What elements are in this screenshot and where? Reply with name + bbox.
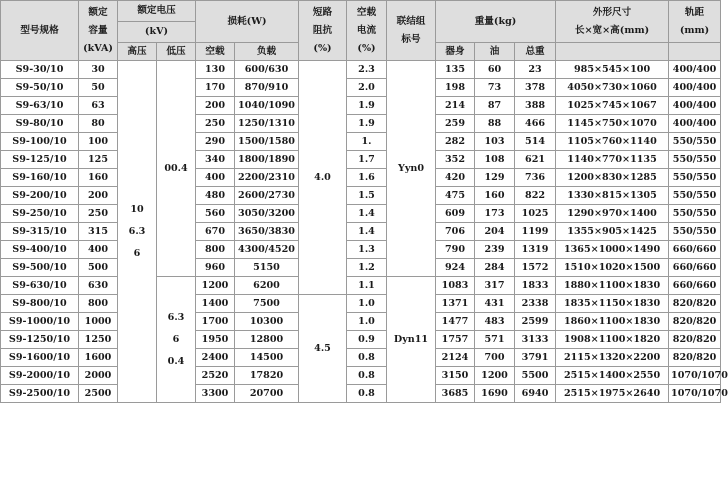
gauge-cell: 550/550 [669,151,721,169]
capacity-cell: 400 [79,241,118,259]
dimensions-cell: 1355×905×1425 [556,223,669,241]
gauge-cell: 400/400 [669,79,721,97]
oil-weight-cell: 1200 [475,367,515,385]
noload-current-cell: 1.0 [347,313,387,331]
noload-loss-cell: 1200 [196,277,235,295]
load-loss-cell: 3650/3830 [235,223,299,241]
gauge-cell: 550/550 [669,169,721,187]
capacity-cell: 315 [79,223,118,241]
gauge-cell: 400/400 [669,97,721,115]
oil-weight-cell: 317 [475,277,515,295]
load-loss-cell: 870/910 [235,79,299,97]
dimensions-cell: 1835×1150×1830 [556,295,669,313]
body-weight-cell: 135 [436,61,475,79]
model-cell: S9-800/10 [1,295,79,313]
noload-current-cell: 1.4 [347,205,387,223]
table-row [1,61,721,79]
noload-loss-cell: 340 [196,151,235,169]
noload-current-cell: 0.9 [347,331,387,349]
noload-current-cell: 2.0 [347,79,387,97]
model-cell: S9-630/10 [1,277,79,295]
capacity-cell: 1250 [79,331,118,349]
noload-current-cell: 0.8 [347,349,387,367]
header-loss: 损耗(W) [196,1,299,43]
body-weight-cell: 3685 [436,385,475,403]
table-row [1,259,721,277]
body-weight-cell: 420 [436,169,475,187]
table-row [1,205,721,223]
header-hv: 高压 [118,43,157,61]
header-load-loss: 负载 [235,43,299,61]
gauge-cell: 660/660 [669,277,721,295]
gauge-cell: 550/550 [669,205,721,223]
capacity-cell: 160 [79,169,118,187]
noload-loss-cell: 1700 [196,313,235,331]
capacity-cell: 2000 [79,367,118,385]
gauge-cell: 820/820 [669,313,721,331]
oil-weight-cell: 73 [475,79,515,97]
total-weight-cell: 3791 [515,349,556,367]
total-weight-cell: 2599 [515,313,556,331]
load-loss-cell: 14500 [235,349,299,367]
gauge-cell: 660/660 [669,241,721,259]
gauge-cell: 1070/1070 [669,385,721,403]
total-weight-cell: 1199 [515,223,556,241]
gauge-cell: 550/550 [669,133,721,151]
dimensions-cell: 4050×730×1060 [556,79,669,97]
noload-loss-cell: 960 [196,259,235,277]
dimensions-cell: 1145×750×1070 [556,115,669,133]
total-weight-cell: 466 [515,115,556,133]
oil-weight-cell: 108 [475,151,515,169]
dimensions-cell: 1860×1100×1830 [556,313,669,331]
noload-loss-cell: 2400 [196,349,235,367]
model-cell: S9-125/10 [1,151,79,169]
load-loss-cell: 1500/1580 [235,133,299,151]
model-cell: S9-200/10 [1,187,79,205]
gauge-cell: 1070/1070 [669,367,721,385]
model-cell: S9-315/10 [1,223,79,241]
noload-current-cell: 1.4 [347,223,387,241]
table-row [1,295,721,313]
hv-voltage-cell: 10 6.3 6 [118,61,157,403]
noload-current-cell: 0.8 [347,367,387,385]
dimensions-cell: 1908×1100×1820 [556,331,669,349]
total-weight-cell: 514 [515,133,556,151]
total-weight-cell: 822 [515,187,556,205]
noload-loss-cell: 3300 [196,385,235,403]
header-total-weight: 总重 [515,43,556,61]
capacity-cell: 2500 [79,385,118,403]
impedance-cell: 4.0 [299,61,347,295]
model-cell: S9-2000/10 [1,367,79,385]
load-loss-cell: 12800 [235,331,299,349]
total-weight-cell: 5500 [515,367,556,385]
model-cell: S9-100/10 [1,133,79,151]
oil-weight-cell: 1690 [475,385,515,403]
oil-weight-cell: 103 [475,133,515,151]
header-dimensions: 外形尺寸 长×宽×高(mm) [556,1,669,43]
noload-loss-cell: 400 [196,169,235,187]
total-weight-cell: 3133 [515,331,556,349]
noload-loss-cell: 800 [196,241,235,259]
model-cell: S9-160/10 [1,169,79,187]
noload-current-cell: 1.5 [347,187,387,205]
table-row [1,97,721,115]
dimensions-cell: 1290×970×1400 [556,205,669,223]
oil-weight-cell: 87 [475,97,515,115]
body-weight-cell: 198 [436,79,475,97]
model-cell: S9-250/10 [1,205,79,223]
dimensions-cell: 2515×1975×2640 [556,385,669,403]
header-oil-weight: 油 [475,43,515,61]
header-dimensions-blank [556,43,669,61]
oil-weight-cell: 239 [475,241,515,259]
noload-current-cell: 1.9 [347,97,387,115]
body-weight-cell: 609 [436,205,475,223]
model-cell: S9-80/10 [1,115,79,133]
total-weight-cell: 388 [515,97,556,115]
noload-current-cell: 2.3 [347,61,387,79]
oil-weight-cell: 571 [475,331,515,349]
noload-current-cell: 0.8 [347,385,387,403]
table-row [1,169,721,187]
capacity-cell: 100 [79,133,118,151]
gauge-cell: 820/820 [669,331,721,349]
dimensions-cell: 1880×1100×1830 [556,277,669,295]
load-loss-cell: 2200/2310 [235,169,299,187]
load-loss-cell: 600/630 [235,61,299,79]
body-weight-cell: 259 [436,115,475,133]
load-loss-cell: 6200 [235,277,299,295]
capacity-cell: 1600 [79,349,118,367]
body-weight-cell: 282 [436,133,475,151]
dimensions-cell: 1140×770×1135 [556,151,669,169]
body-weight-cell: 1757 [436,331,475,349]
noload-loss-cell: 560 [196,205,235,223]
total-weight-cell: 1319 [515,241,556,259]
load-loss-cell: 20700 [235,385,299,403]
model-cell: S9-2500/10 [1,385,79,403]
table-row [1,349,721,367]
lv-voltage-cell: 00.4 [157,61,196,277]
dimensions-cell: 1330×815×1305 [556,187,669,205]
capacity-cell: 250 [79,205,118,223]
impedance-cell: 4.5 [299,295,347,403]
noload-loss-cell: 2520 [196,367,235,385]
oil-weight-cell: 204 [475,223,515,241]
gauge-cell: 660/660 [669,259,721,277]
connection-group-cell: Yyn0 [387,61,436,277]
dimensions-cell: 1025×745×1067 [556,97,669,115]
gauge-cell: 820/820 [669,349,721,367]
capacity-cell: 125 [79,151,118,169]
body-weight-cell: 214 [436,97,475,115]
capacity-cell: 63 [79,97,118,115]
noload-current-cell: 1.3 [347,241,387,259]
connection-group-cell: Dyn11 [387,277,436,403]
table-row [1,241,721,259]
oil-weight-cell: 60 [475,61,515,79]
dimensions-cell: 2115×1320×2200 [556,349,669,367]
model-cell: S9-50/10 [1,79,79,97]
noload-loss-cell: 170 [196,79,235,97]
header-rated-voltage: 额定电压 [118,1,196,22]
table-row [1,331,721,349]
header-capacity: 额定 容量 (kVA) [79,1,118,61]
gauge-cell: 820/820 [669,295,721,313]
dimensions-cell: 1200×830×1285 [556,169,669,187]
noload-loss-cell: 250 [196,115,235,133]
gauge-cell: 550/550 [669,187,721,205]
body-weight-cell: 352 [436,151,475,169]
load-loss-cell: 4300/4520 [235,241,299,259]
total-weight-cell: 1572 [515,259,556,277]
noload-loss-cell: 670 [196,223,235,241]
table-row [1,151,721,169]
noload-loss-cell: 200 [196,97,235,115]
noload-current-cell: 1.2 [347,259,387,277]
lv-voltage-cell: 6.3 6 0.4 [157,277,196,403]
table-row [1,115,721,133]
oil-weight-cell: 88 [475,115,515,133]
noload-current-cell: 1. [347,133,387,151]
model-cell: S9-1250/10 [1,331,79,349]
dimensions-cell: 1510×1020×1500 [556,259,669,277]
capacity-cell: 50 [79,79,118,97]
oil-weight-cell: 483 [475,313,515,331]
header-noload-loss: 空载 [196,43,235,61]
header-weight: 重量(kg) [436,1,556,43]
load-loss-cell: 17820 [235,367,299,385]
capacity-cell: 200 [79,187,118,205]
load-loss-cell: 10300 [235,313,299,331]
load-loss-cell: 1040/1090 [235,97,299,115]
total-weight-cell: 6940 [515,385,556,403]
header-connection-group: 联结组 标号 [387,1,436,61]
body-weight-cell: 790 [436,241,475,259]
header-impedance: 短路 阻抗 (%) [299,1,347,61]
oil-weight-cell: 129 [475,169,515,187]
model-cell: S9-400/10 [1,241,79,259]
capacity-cell: 630 [79,277,118,295]
table-row [1,313,721,331]
noload-current-cell: 1.0 [347,295,387,313]
table-row [1,277,721,295]
model-cell: S9-500/10 [1,259,79,277]
load-loss-cell: 3050/3200 [235,205,299,223]
noload-loss-cell: 1950 [196,331,235,349]
gauge-cell: 400/400 [669,61,721,79]
dimensions-cell: 2515×1400×2550 [556,367,669,385]
table-row [1,223,721,241]
load-loss-cell: 2600/2730 [235,187,299,205]
load-loss-cell: 1800/1890 [235,151,299,169]
load-loss-cell: 7500 [235,295,299,313]
capacity-cell: 800 [79,295,118,313]
capacity-cell: 1000 [79,313,118,331]
body-weight-cell: 2124 [436,349,475,367]
gauge-cell: 550/550 [669,223,721,241]
dimensions-cell: 1365×1000×1490 [556,241,669,259]
noload-loss-cell: 1400 [196,295,235,313]
noload-loss-cell: 480 [196,187,235,205]
total-weight-cell: 378 [515,79,556,97]
table-row [1,367,721,385]
header-body-weight: 器身 [436,43,475,61]
capacity-cell: 500 [79,259,118,277]
header-gauge: 轨距 (mm) [669,1,721,43]
table-row [1,187,721,205]
oil-weight-cell: 173 [475,205,515,223]
body-weight-cell: 924 [436,259,475,277]
model-cell: S9-1600/10 [1,349,79,367]
oil-weight-cell: 700 [475,349,515,367]
total-weight-cell: 2338 [515,295,556,313]
gauge-cell: 400/400 [669,115,721,133]
body-weight-cell: 3150 [436,367,475,385]
oil-weight-cell: 160 [475,187,515,205]
body-weight-cell: 706 [436,223,475,241]
header-voltage-unit: (kV) [118,22,196,43]
capacity-cell: 30 [79,61,118,79]
model-cell: S9-63/10 [1,97,79,115]
noload-current-cell: 1.7 [347,151,387,169]
load-loss-cell: 5150 [235,259,299,277]
header-gauge-blank [669,43,721,61]
body-weight-cell: 1371 [436,295,475,313]
total-weight-cell: 621 [515,151,556,169]
table-row [1,79,721,97]
body-weight-cell: 475 [436,187,475,205]
total-weight-cell: 1833 [515,277,556,295]
noload-current-cell: 1.9 [347,115,387,133]
total-weight-cell: 1025 [515,205,556,223]
oil-weight-cell: 284 [475,259,515,277]
dimensions-cell: 1105×760×1140 [556,133,669,151]
body-weight-cell: 1477 [436,313,475,331]
header-model: 型号规格 [1,1,79,61]
noload-loss-cell: 130 [196,61,235,79]
dimensions-cell: 985×545×100 [556,61,669,79]
capacity-cell: 80 [79,115,118,133]
noload-loss-cell: 290 [196,133,235,151]
table-row [1,385,721,403]
noload-current-cell: 1.6 [347,169,387,187]
model-cell: S9-30/10 [1,61,79,79]
body-weight-cell: 1083 [436,277,475,295]
table-body [1,61,728,403]
header-lv: 低压 [157,43,196,61]
model-cell: S9-1000/10 [1,313,79,331]
table-row [1,133,721,151]
total-weight-cell: 23 [515,61,556,79]
oil-weight-cell: 431 [475,295,515,313]
noload-current-cell: 1.1 [347,277,387,295]
header-noload-current: 空载 电流 (%) [347,1,387,61]
load-loss-cell: 1250/1310 [235,115,299,133]
total-weight-cell: 736 [515,169,556,187]
